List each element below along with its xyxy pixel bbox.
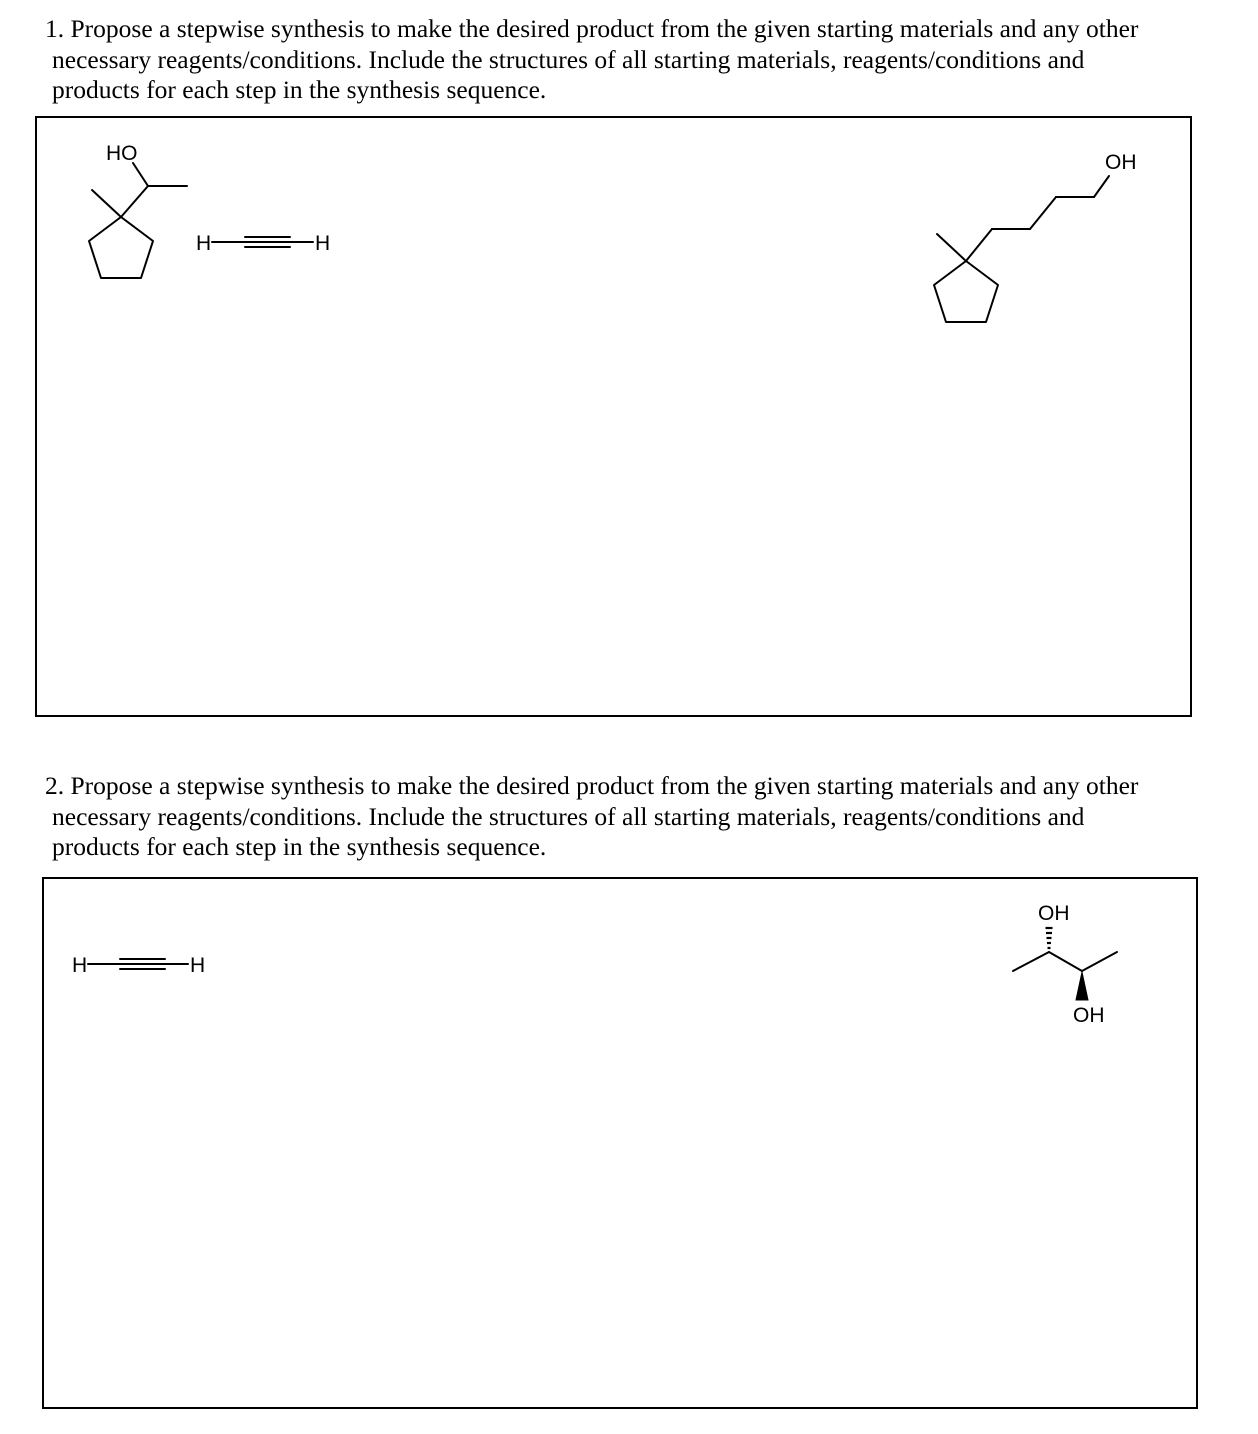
product-2-top-oh-label: OH xyxy=(1038,902,1070,925)
sm1-ho-label: HO xyxy=(106,142,138,165)
question-2-line-1-text: Propose a stepwise synthesis to make the desired product from the given starting materials and any other xyxy=(70,771,1139,800)
product-1-oh-label: OH xyxy=(1105,151,1137,174)
acetylene-1-left-h: H xyxy=(196,232,212,255)
solid-wedge-bond xyxy=(1076,972,1088,1000)
question-1-number: 1. xyxy=(45,14,65,43)
acetylene-2-left-h: H xyxy=(72,954,88,977)
acetylene-1-right-h: H xyxy=(315,232,331,255)
diol-bond-2 xyxy=(1049,952,1082,971)
question-1-line-2: necessary reagents/conditions. Include the structures of all starting materials, reagents/conditions and xyxy=(52,44,1085,74)
diol-bond-3 xyxy=(1082,952,1117,971)
hashed-wedge-bond xyxy=(1046,928,1053,948)
question-1-line-3: products for each step in the synthesis sequence. xyxy=(52,75,547,104)
question-2-line-2: necessary reagents/conditions. Include the structures of all starting materials, reagents/conditions and xyxy=(52,801,1085,831)
question-2-line-3: products for each step in the synthesis sequence. xyxy=(52,832,547,861)
product-2-structure xyxy=(1013,952,1117,971)
acetylene-structure-2 xyxy=(88,959,188,969)
diol-bond-1 xyxy=(1013,952,1049,971)
acetylene-2-right-h: H xyxy=(190,954,206,977)
question-2-number: 2. xyxy=(45,771,65,800)
product-2-bottom-oh-label: OH xyxy=(1073,1004,1105,1027)
question-1-line-1-text: Propose a stepwise synthesis to make the desired product from the given starting materials and any other xyxy=(70,14,1139,43)
